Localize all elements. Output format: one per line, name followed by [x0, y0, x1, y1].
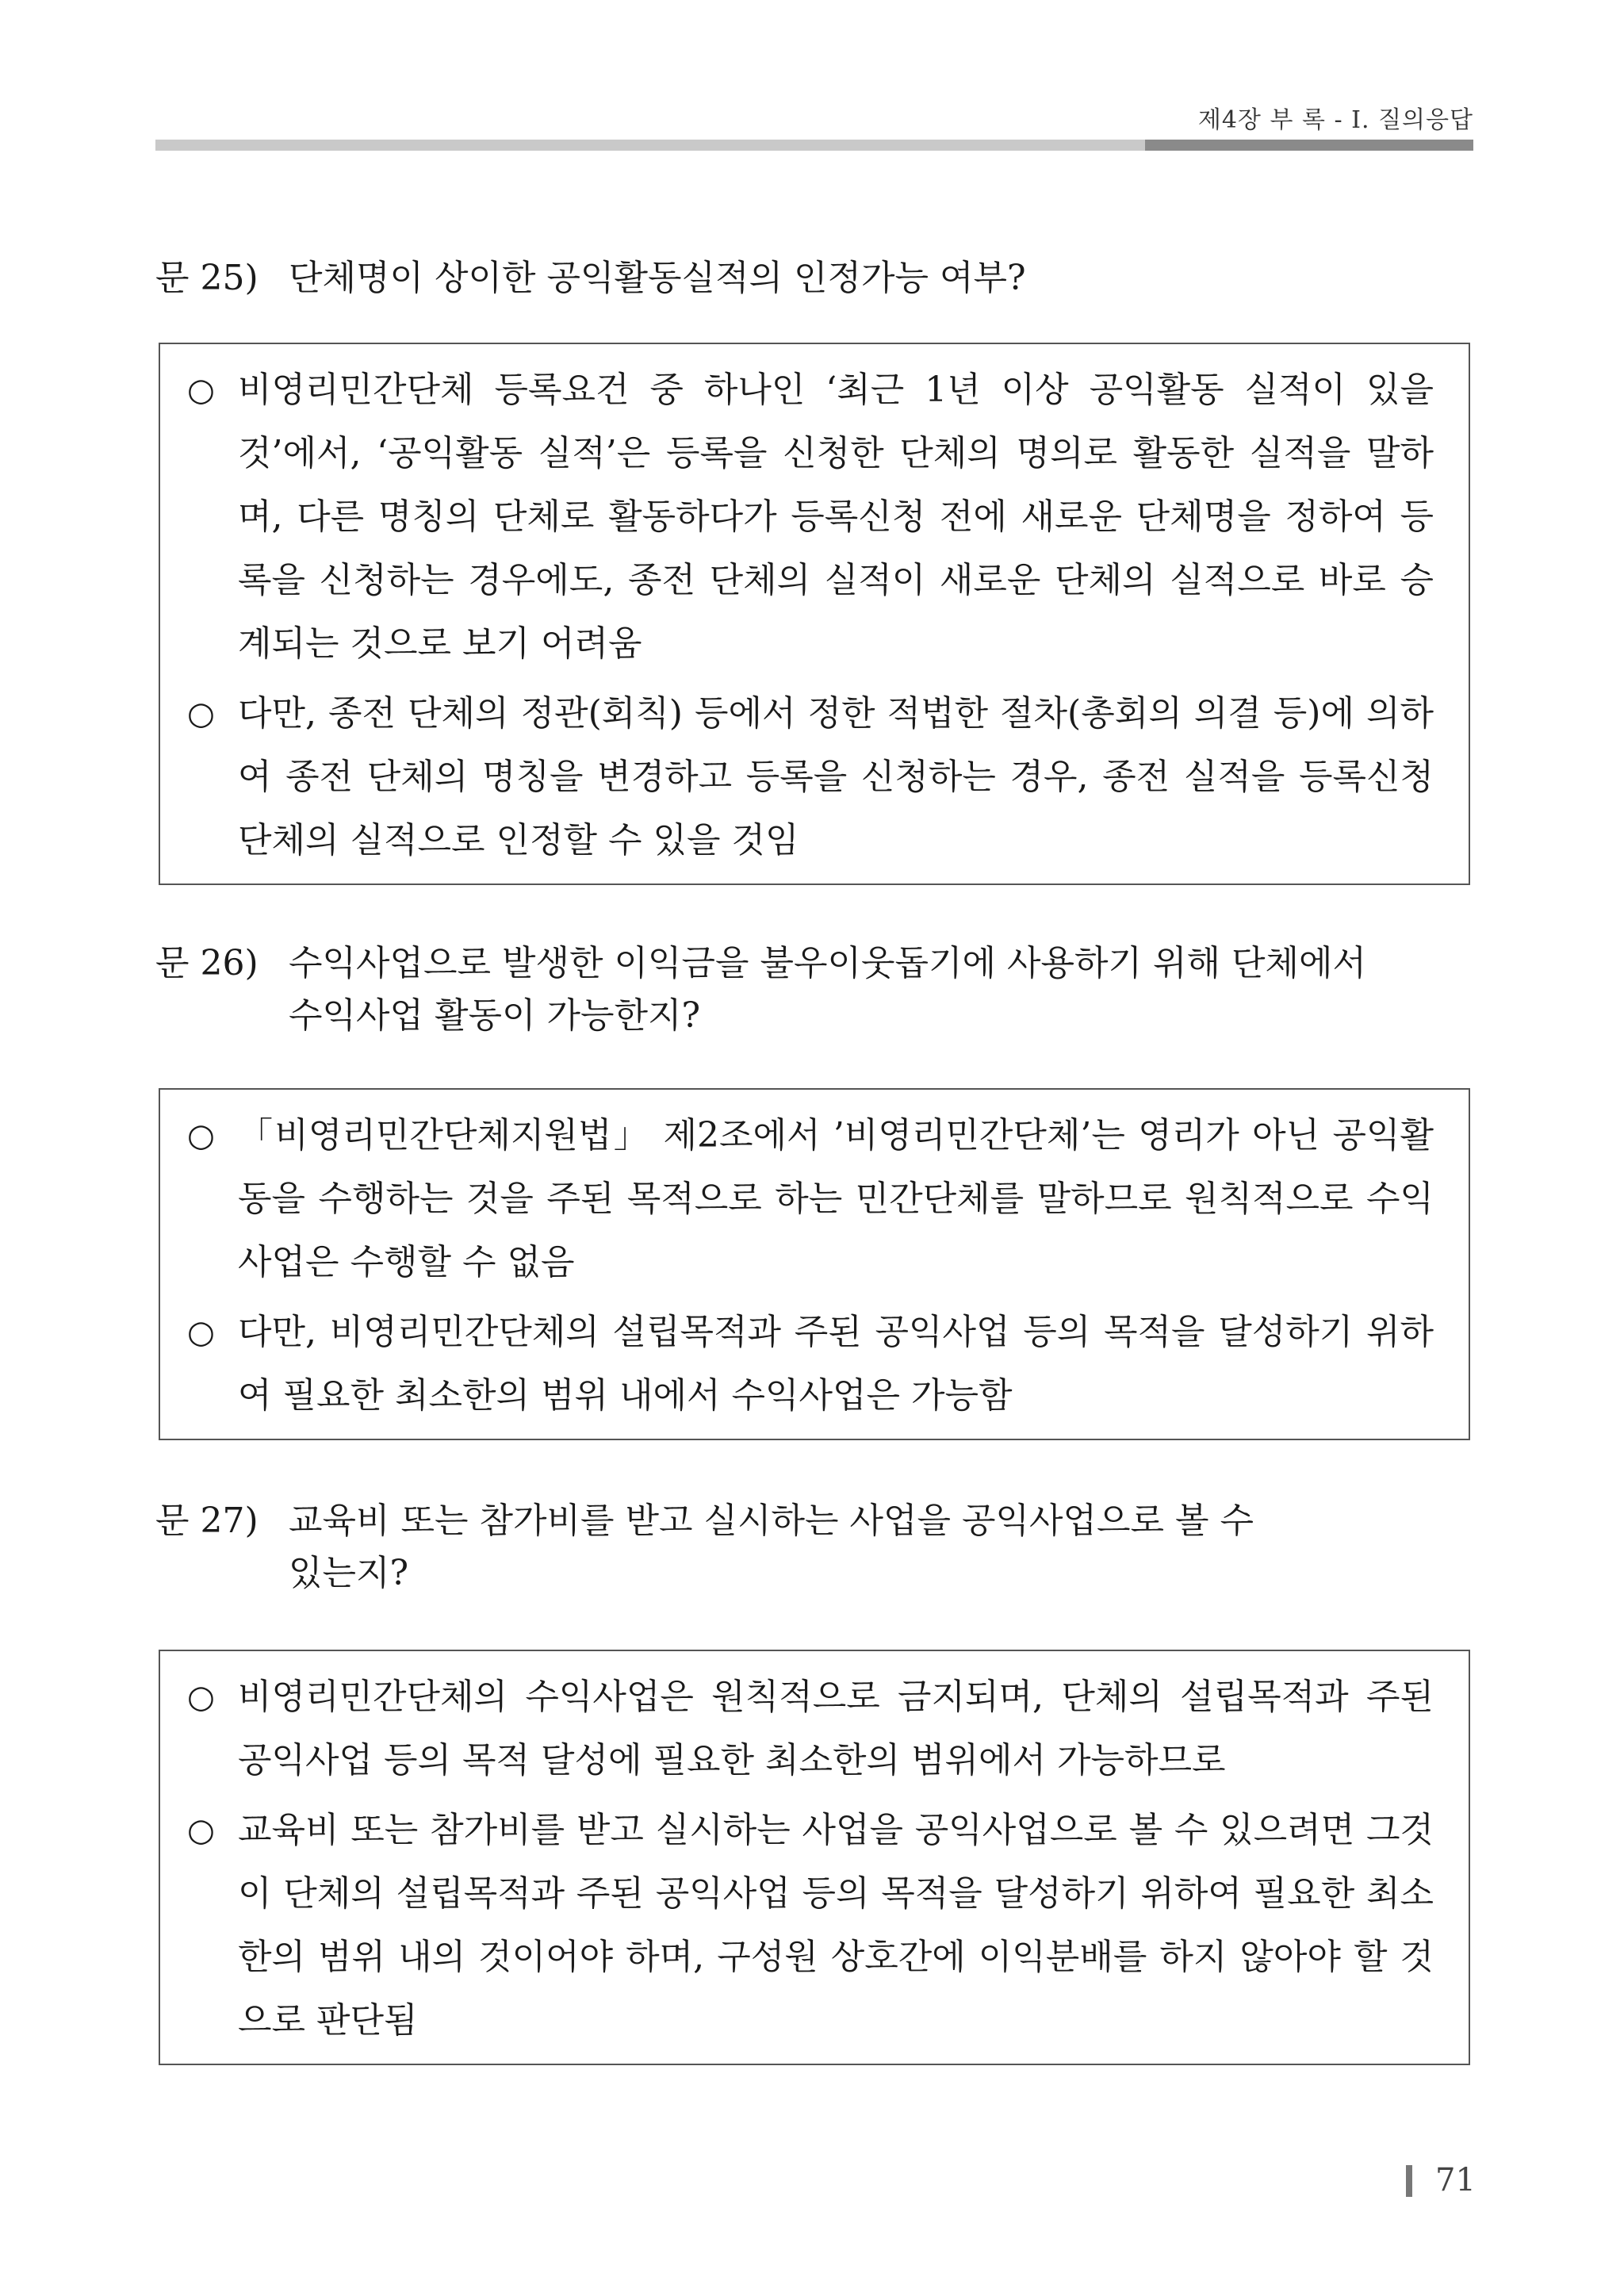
header-rule-light: [155, 140, 1145, 151]
question-26: [155, 937, 1472, 1042]
answer-item: [187, 1301, 1434, 1428]
question-text-continued: 수익사업 활동이 가능한지?: [289, 995, 701, 1036]
question-number: 문 26): [155, 943, 259, 983]
answer-text: 교육비 또는 참가비를 받고 실시하는 사업을 공익사업으로 볼 수 있으려면 그것이 단체의 설립목적과 주된 공익사업 등의 목적을 달성하기 위하여 필요한 최소한의 범위 내의 것이어야 하며, 구성원 상호간에 이익분배를 하지 않아야 할 것으로 판단됨: [238, 1810, 1434, 2041]
chapter-header: 제4장 부 록 - Ⅰ. 질의응답: [1197, 106, 1473, 134]
circle-bullet-icon: ○: [187, 1314, 215, 1351]
page-number-marker: [1406, 2165, 1412, 2197]
question-text: 교육비 또는 참가비를 받고 실시하는 사업을 공익사업으로 볼 수: [289, 1501, 1254, 1541]
answer-text: 다만, 비영리민간단체의 설립목적과 주된 공익사업 등의 목적을 달성하기 위하여 필요한 최소한의 범위 내에서 수익사업은 가능함: [238, 1312, 1434, 1416]
circle-bullet-icon: ○: [187, 372, 215, 408]
answer-text: 비영리민간단체 등록요건 중 하나인 ‘최근 1년 이상 공익활동 실적이 있을 것’에서, ‘공익활동 실적’은 등록을 신청한 단체의 명의로 활동한 실적을 말하며, 다른 명칭의 단체로 활동하다가 등록신청 전에 새로운 단체명을 정하여 등록을 신청하는 경우에도, 종전 단체의 실적이 새로운 단체의 실적으로 바로 승계되는 것으로 보기 어려움: [238, 370, 1434, 664]
answer-item: [187, 358, 1434, 676]
question-27: [155, 1495, 1472, 1600]
circle-bullet-icon: ○: [187, 1117, 215, 1154]
question-text: 수익사업으로 발생한 이익금을 불우이웃돕기에 사용하기 위해 단체에서: [289, 943, 1367, 983]
answer-item: [187, 1104, 1434, 1294]
answer-box-25: [159, 343, 1470, 885]
question-text-continued: 있는지?: [289, 1553, 409, 1593]
answer-box-27: [159, 1650, 1470, 2065]
question-line: [155, 1495, 1472, 1547]
answer-text: 다만, 종전 단체의 정관(회칙) 등에서 정한 적법한 절차(총회의 의결 등)에 의하여 종전 단체의 명칭을 변경하고 등록을 신청하는 경우, 종전 실적을 등록신청 단체의 실적으로 인정할 수 있을 것임: [238, 693, 1434, 861]
circle-bullet-icon: ○: [187, 1812, 215, 1849]
question-number: 문 27): [155, 1501, 259, 1541]
answer-item: [187, 682, 1434, 872]
answer-item: [187, 1665, 1434, 1792]
circle-bullet-icon: ○: [187, 696, 215, 732]
question-number: 문 25): [155, 258, 259, 298]
answer-item: [187, 1799, 1434, 2053]
question-text: 단체명이 상이한 공익활동실적의 인정가능 여부?: [289, 258, 1026, 298]
page-number: 71: [1435, 2162, 1476, 2198]
question-line: [155, 937, 1472, 990]
circle-bullet-icon: ○: [187, 1679, 215, 1715]
question-line: [155, 252, 1472, 305]
header-rule-dark: [1145, 140, 1473, 151]
answer-text: 비영리민간단체의 수익사업은 원칙적으로 금지되며, 단체의 설립목적과 주된 공익사업 등의 목적 달성에 필요한 최소한의 범위에서 가능하므로: [238, 1677, 1434, 1780]
question-25: [155, 252, 1472, 305]
answer-box-26: [159, 1088, 1470, 1440]
answer-text: 「비영리민간단체지원법」 제2조에서 ’비영리민간단체’는 영리가 아닌 공익활동을 수행하는 것을 주된 목적으로 하는 민간단체를 말하므로 원칙적으로 수익사업은 수행할 수 없음: [238, 1115, 1434, 1282]
